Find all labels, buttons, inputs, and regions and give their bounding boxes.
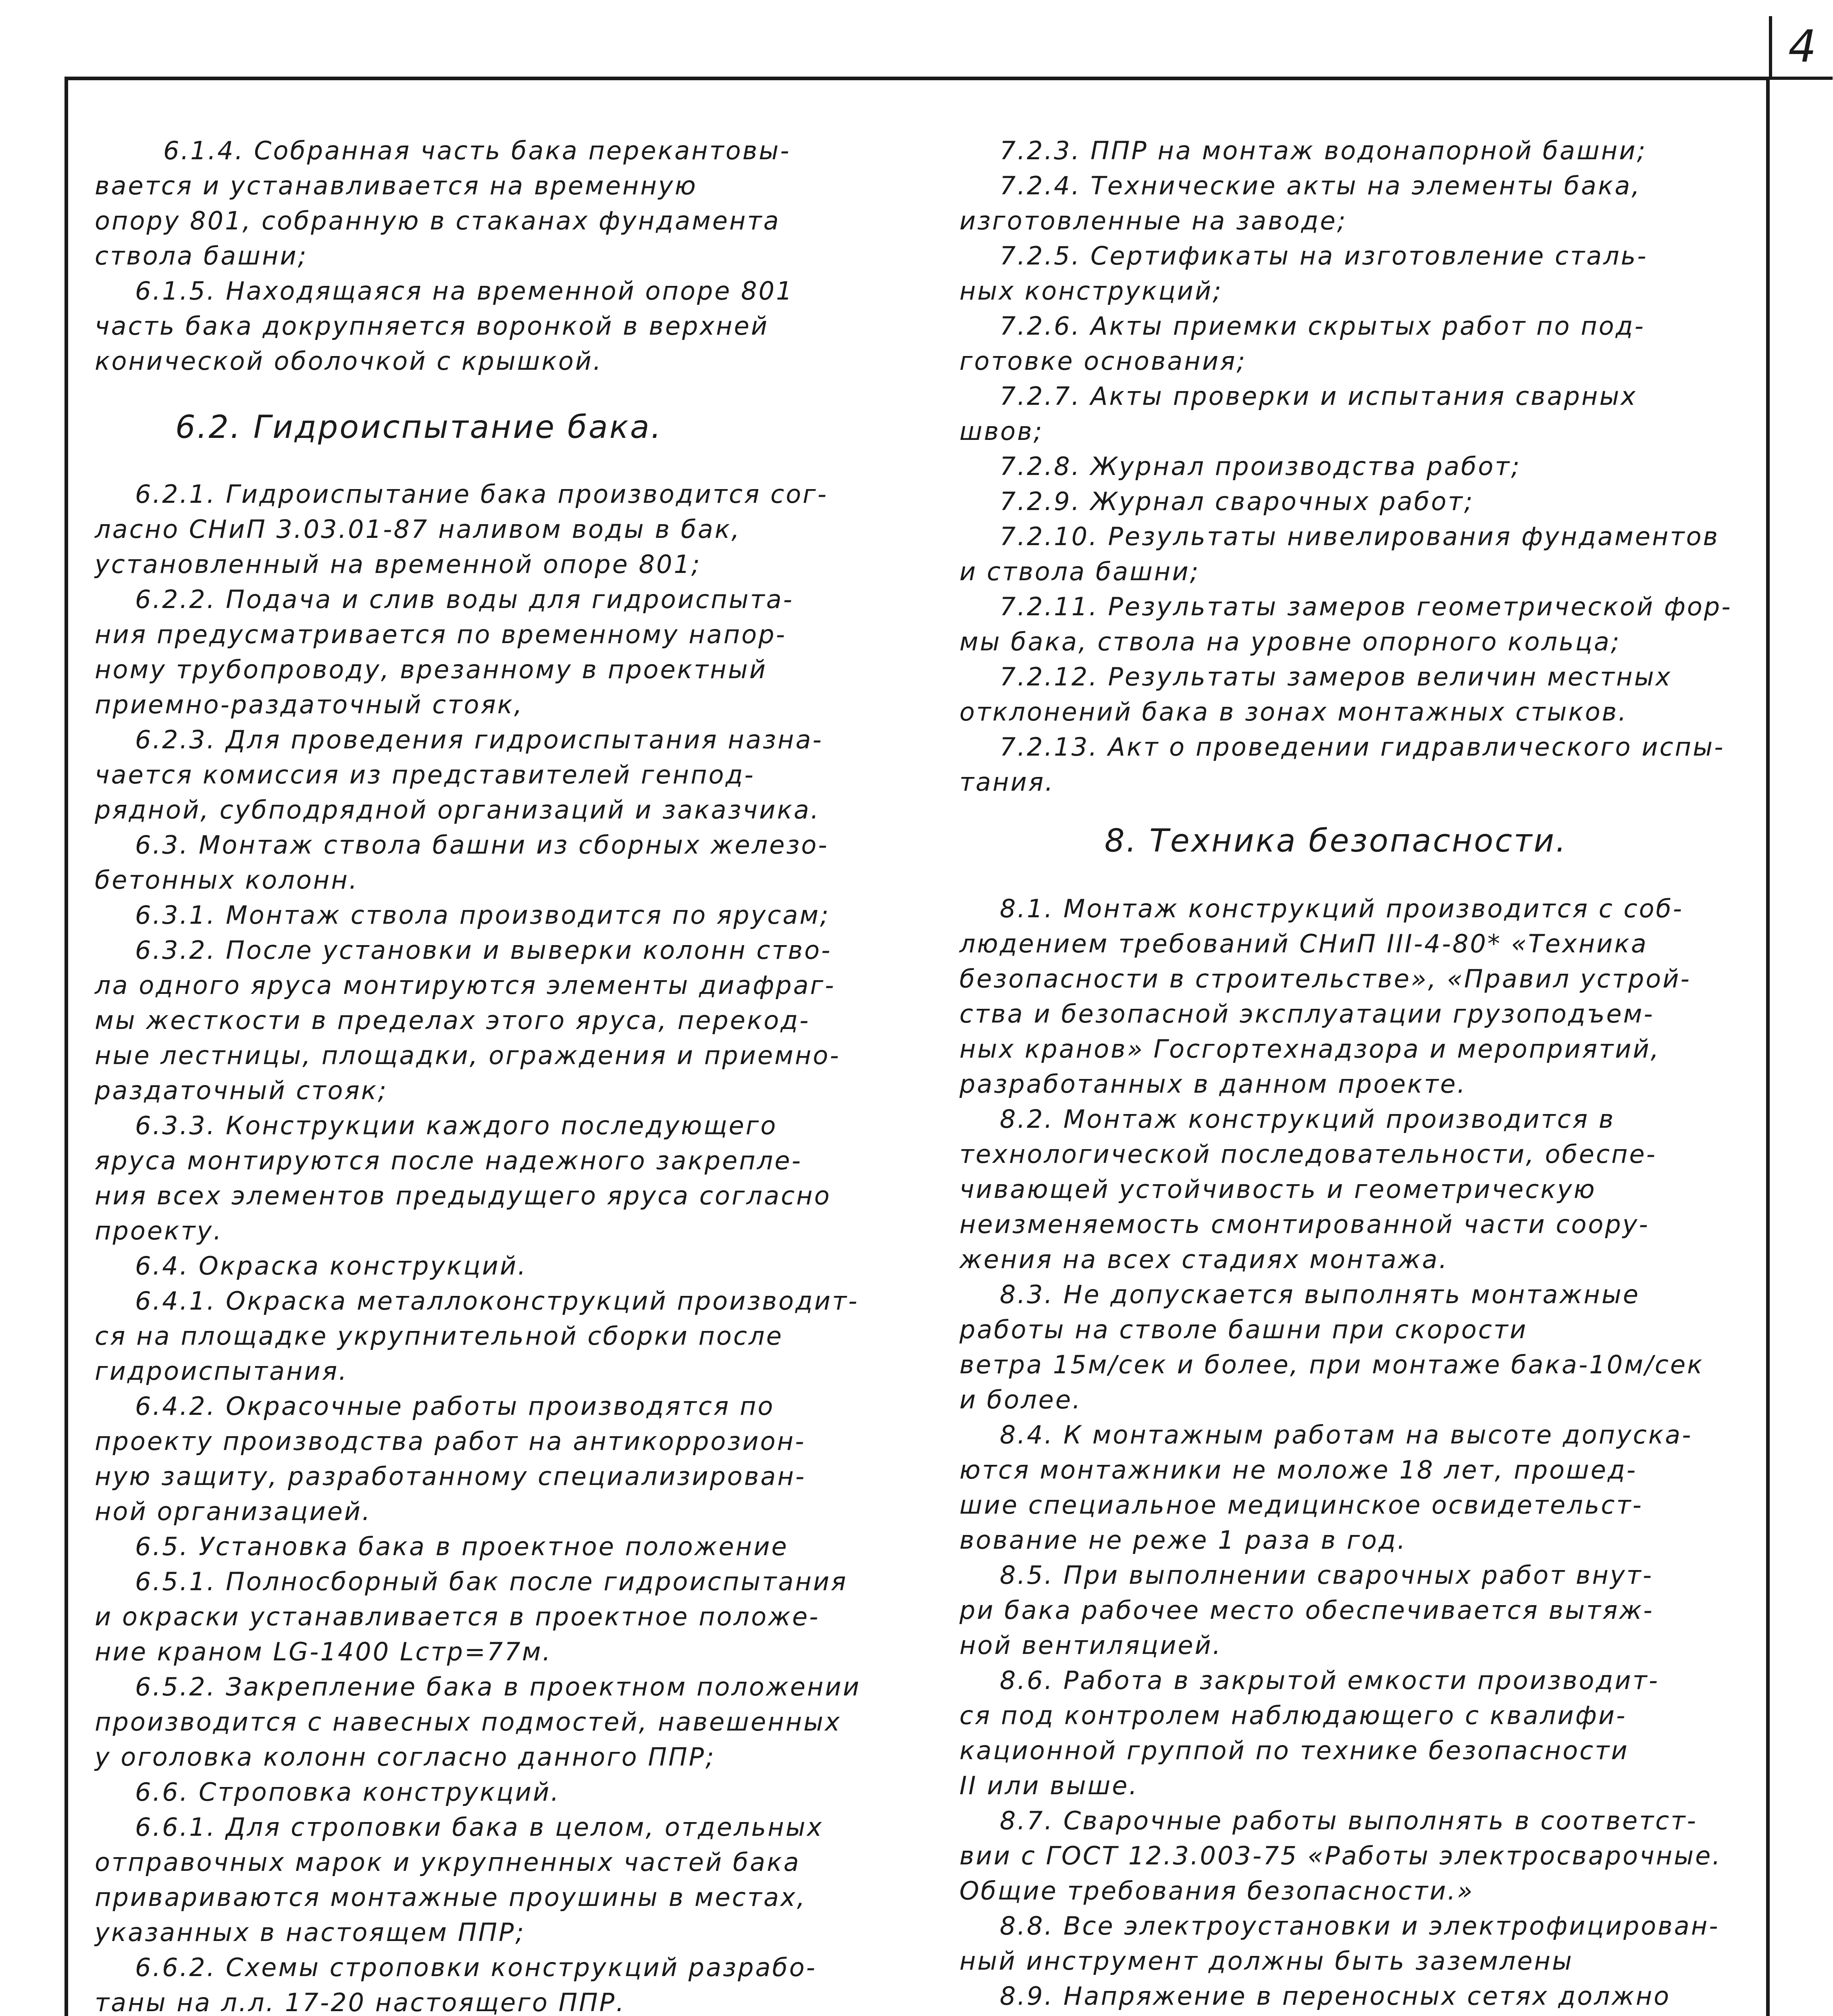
paragraph-6-5-2: 6.5.2. Закрепление бака в проектном положении производится с навесных подмостей, навешенных у оголовка колонн согласно данного ППР; — [95, 1672, 861, 1772]
paragraph-6-1-4: 6.1.4. Собранная часть бака перекантовы- вается и устанавливается на временную опору 801, собранную в стаканах фундамента ствола башни; — [95, 136, 791, 271]
paragraph-8-9: 8.9. Напряжение в переносных сетях должно — [1000, 1981, 1671, 2011]
paragraph-8-1: 8.1. Монтаж конструкций производится с соб- людением требований СНиП III-4-80* «Техника безопасности в строительстве», «Правил устрой- ства и безопасной эксплуатации грузоподъем- ных кранов» Госгортехнадзора и мероприятий, разработанных в данном проекте. — [959, 894, 1691, 1099]
paragraph-7-2-13: 7.2.13. Акт о проведении гидравлического испы- тания. — [959, 732, 1725, 797]
paragraph-8-6: 8.6. Работа в закрытой емкости производит- ся под контролем наблюдающего с квалифи- кационной группой по технике безопасности II или выше. — [959, 1666, 1660, 1800]
paragraph-6-6-2: 6.6.2. Схемы строповки конструкций разрабо- таны на л.л. 17-20 настоящего ППР. — [95, 1953, 817, 2016]
paragraph-8-7: 8.7. Сварочные работы выполнять в соответст- вии с ГОСТ 12.3.003-75 «Работы электросварочные. Общие требования безопасности.» — [959, 1806, 1722, 1906]
paragraph-6-4: 6.4. Окраска конструкций. — [135, 1251, 527, 1281]
paragraph-7-2-11: 7.2.11. Результаты замеров геометрической фор- мы бака, ствола на уровне опорного кольца; — [959, 592, 1732, 656]
paragraph-6-2-3: 6.2.3. Для проведения гидроиспытания назна- чается комиссия из представителей генпод- рядной, субподрядной организаций и заказчика. — [95, 725, 823, 825]
paragraph-8-8: 8.8. Все электроустановки и электрофицирован- ный инструмент должны быть заземлены — [959, 1911, 1720, 1976]
section-heading-6-2: 6.2. Гидроиспытание бака. — [175, 409, 663, 446]
paragraph-6-6-1: 6.6.1. Для строповки бака в целом, отдельных отправочных марок и укрупненных частей бака привариваются монтажные проушины в местах, указанных в настоящем ППР; — [95, 1812, 824, 1947]
paragraph-6-4-1: 6.4.1. Окраска металлоконструкций производит- ся на площадке укрупнительной сборки после гидроиспытания. — [95, 1286, 859, 1386]
paragraph-8-4: 8.4. К монтажным работам на высоте допуска- ются монтажники не моложе 18 лет, прошед- шие специальное медицинское освидетельст- вование не реже 1 раза в год. — [959, 1420, 1693, 1555]
corner-page-number: 4 — [1769, 16, 1833, 80]
paragraph-6-3: 6.3. Монтаж ствола башни из сборных железо- бетонных колонн. — [95, 830, 829, 895]
paragraph-6-2-1: 6.2.1. Гидроиспытание бака производится сог- ласно СНиП 3.03.01-87 наливом воды в бак, установленный на временной опоре 801; — [95, 479, 828, 579]
paragraph-6-3-3: 6.3.3. Конструкции каждого последующего яруса монтируются после надежного закрепле- ния всех элементов предыдущего яруса согласно проекту. — [95, 1111, 831, 1245]
paragraph-8-2: 8.2. Монтаж конструкций производится в технологической последовательности, обеспе- чивающей устойчивость и геометрическую неизменяемость смонтированной части соору- жения на всех стадиях монтажа. — [959, 1104, 1657, 1274]
right-text-column — [959, 133, 1737, 2016]
left-text-column — [95, 133, 897, 2016]
paragraph-7-2-6: 7.2.6. Акты приемки скрытых работ по под- готовке основания; — [959, 311, 1645, 376]
paragraph-6-5-1: 6.5.1. Полносборный бак после гидроиспытания и окраски устанавливается в проектное положе- ние краном LG-1400 Lстр=77м. — [95, 1567, 848, 1666]
paragraph-7-2-9: 7.2.9. Журнал сварочных работ; — [1000, 487, 1474, 516]
paragraph-7-2-5: 7.2.5. Сертификаты на изготовление сталь- ных конструкций; — [959, 241, 1648, 306]
paragraph-7-2-8: 7.2.8. Журнал производства работ; — [1000, 452, 1521, 481]
paragraph-6-3-1: 6.3.1. Монтаж ствола производится по ярусам; — [135, 900, 830, 930]
paragraph-7-2-4: 7.2.4. Технические акты на элементы бака, изготовленные на заводе; — [959, 171, 1642, 235]
paragraph-6-3-2: 6.3.2. После установки и выверки колонн ство- ла одного яруса монтируются элементы диафраг- мы жесткости в пределах этого яруса, перекод- ные лестницы, площадки, ограждения и приемно- раздаточный стояк; — [95, 935, 841, 1105]
paragraph-7-2-7: 7.2.7. Акты проверки и испытания сварных швов; — [959, 381, 1637, 446]
paragraph-7-2-3: 7.2.3. ППР на монтаж водонапорной башни; — [1000, 136, 1647, 165]
paragraph-6-4-2: 6.4.2. Окрасочные работы производятся по проекту производства работ на антикоррозион- ную защиту, разработанному специализирован- ной организацией. — [95, 1391, 806, 1526]
paragraph-6-5: 6.5. Установка бака в проектное положение — [135, 1532, 789, 1561]
paragraph-7-2-10: 7.2.10. Результаты нивелирования фундаментов и ствола башни; — [959, 522, 1720, 586]
paragraph-6-6: 6.6. Строповка конструкций. — [135, 1777, 560, 1807]
paragraph-6-2-2: 6.2.2. Подача и слив воды для гидроиспыта- ния предусматривается по временному напор- ному трубопроводу, врезанному в проектный приемно-раздаточный стояк, — [95, 585, 794, 719]
paragraph-8-3: 8.3. Не допускается выполнять монтажные работы на стволе башни при скорости ветра 15м/сек и более, при монтаже бака-10м/сек и более. — [959, 1280, 1704, 1414]
paragraph-8-5: 8.5. При выполнении сварочных работ внут- ри бака рабочее место обеспечивается вытяж- ной вентиляцией. — [959, 1560, 1654, 1660]
paragraph-7-2-12: 7.2.12. Результаты замеров величин местных отклонений бака в зонах монтажных стыков. — [959, 662, 1672, 727]
paragraph-6-1-5: 6.1.5. Находящаяся на временной опоре 801 часть бака докрупняется воронкой в верхней конической оболочкой с крышкой. — [95, 276, 794, 376]
section-heading-8: 8. Техника безопасности. — [1105, 823, 1567, 859]
